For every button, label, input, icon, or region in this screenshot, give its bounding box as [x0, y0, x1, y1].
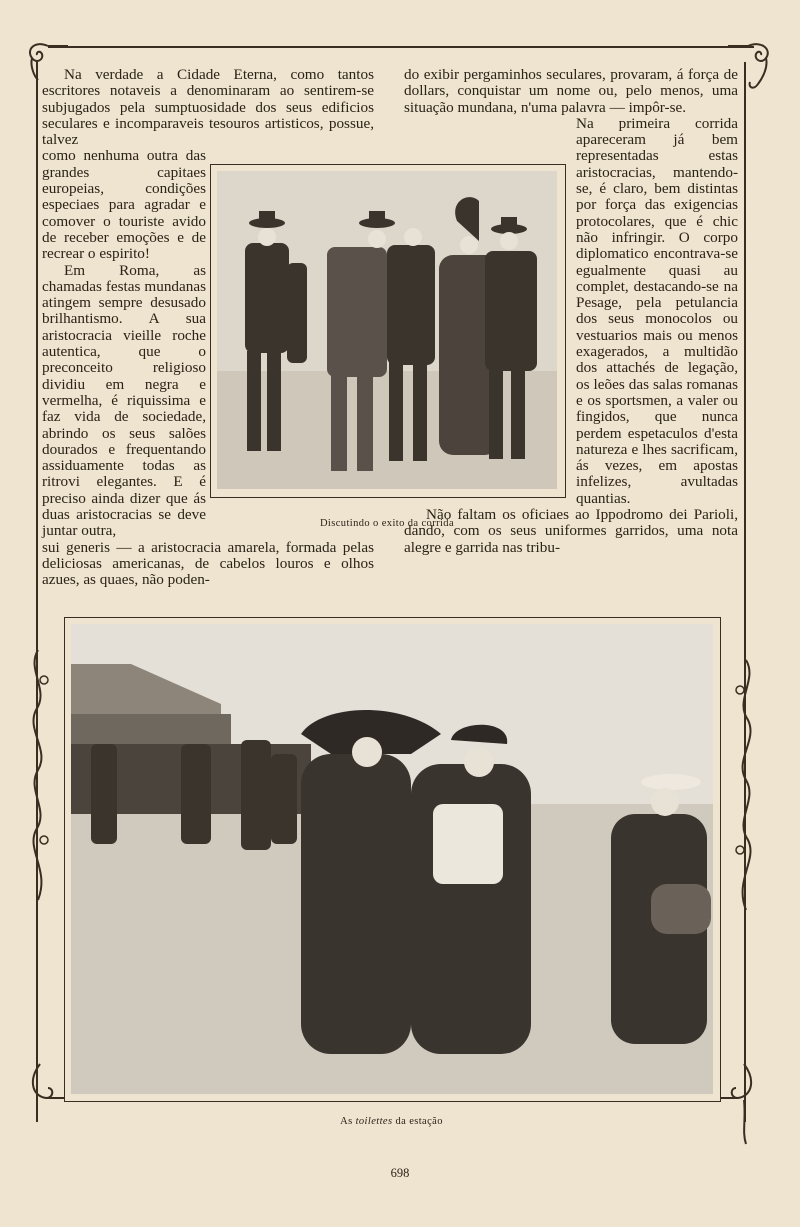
- paragraph: Não faltam os oficiaes ao Ippodromo dei Parioli, dando, com os seus uniformes garridos, uma nota alegre e garrida nas tribu-: [404, 506, 738, 556]
- frame-left-rule: [36, 62, 38, 1122]
- caption-italic-text: toilettes: [355, 1116, 393, 1127]
- paragraph: Na verdade a Cidade Eterna, como tantos escritores notaveis a denominaram ao sentirem-se subjugados pela sumptuosidade dos seus edificios seculares e incomparaveis tesouros artisticos, possue, talvez: [42, 66, 374, 149]
- narrow-text-block: [42, 148, 206, 539]
- scroll-ornament-icon: [24, 1060, 68, 1120]
- side-ornament-icon: [720, 650, 760, 930]
- caption-text: As: [340, 1116, 356, 1127]
- photo-season-toilettes: [64, 617, 721, 1102]
- page-number: 698: [390, 1166, 410, 1180]
- photo-image: [71, 624, 713, 1094]
- photo-discussing-race: [210, 164, 566, 498]
- paragraph: sui generis — a aristocracia amarela, formada pelas deliciosas americanas, de cabelos louros e olhos azues, as quaes, não poden-: [42, 538, 374, 589]
- photo-caption: Discutindo o exito da corrida: [319, 518, 455, 529]
- paragraph: do exibir pergaminhos seculares, provaram, á força de dollars, conquistar um nome ou, pelo menos, uma situação mundana, n'uma palavra — impôr-se.: [404, 66, 738, 116]
- paragraph: Na primeira corrida apareceram já bem representadas estas aristocracias, mantendo-se, é claro, bem distintas por força das exigencias protocolares, que é chic não infringir. O corpo diplomatico encontrava-se egualmente quasi au complet, destacando-se na Pesage, pela petulancia dos seus monocolos ou vestuarios mais ou menos exagerados, a multidão dos attachés de legação, os leões das salas romanas e os sportsmen, a valer ou fingidos, que nunca perdem espetaculos d'esta natureza e lhes sacrificam, ás vezes, em apostas infelizes, avultadas quantias.: [576, 114, 738, 507]
- side-ornament-icon: [24, 640, 64, 920]
- people-photo-icon: [217, 171, 557, 489]
- scroll-ornament-icon: [716, 1060, 760, 1150]
- race-crowd-photo-icon: [71, 624, 713, 1094]
- photo-image: [217, 171, 557, 489]
- caption-text: da estação: [392, 1116, 443, 1127]
- paragraph: como nenhuma outra das grandes capitaes europeias, condições especiaes para agradar e comover o touriste avido de receber emoções e de recrear o espirito!: [42, 147, 206, 263]
- paragraph: Em Roma, as chamadas festas mundanas atingem sempre desusado brilhantismo. A sua aristocracia vieille roche autentica, que o preconceito religioso dividiu em negra e vermelha, é riquissima e faz vida de sociedade, abrindo os seus salões dourados e frequentando assiduamente todas as ritrovi elegantes. E é preciso ainda dizer que ás duas aristocracias se deve juntar outra,: [42, 261, 206, 540]
- frame-right-rule: [744, 62, 746, 1122]
- photo-caption: [64, 1116, 719, 1127]
- frame-top-rule: [48, 46, 754, 48]
